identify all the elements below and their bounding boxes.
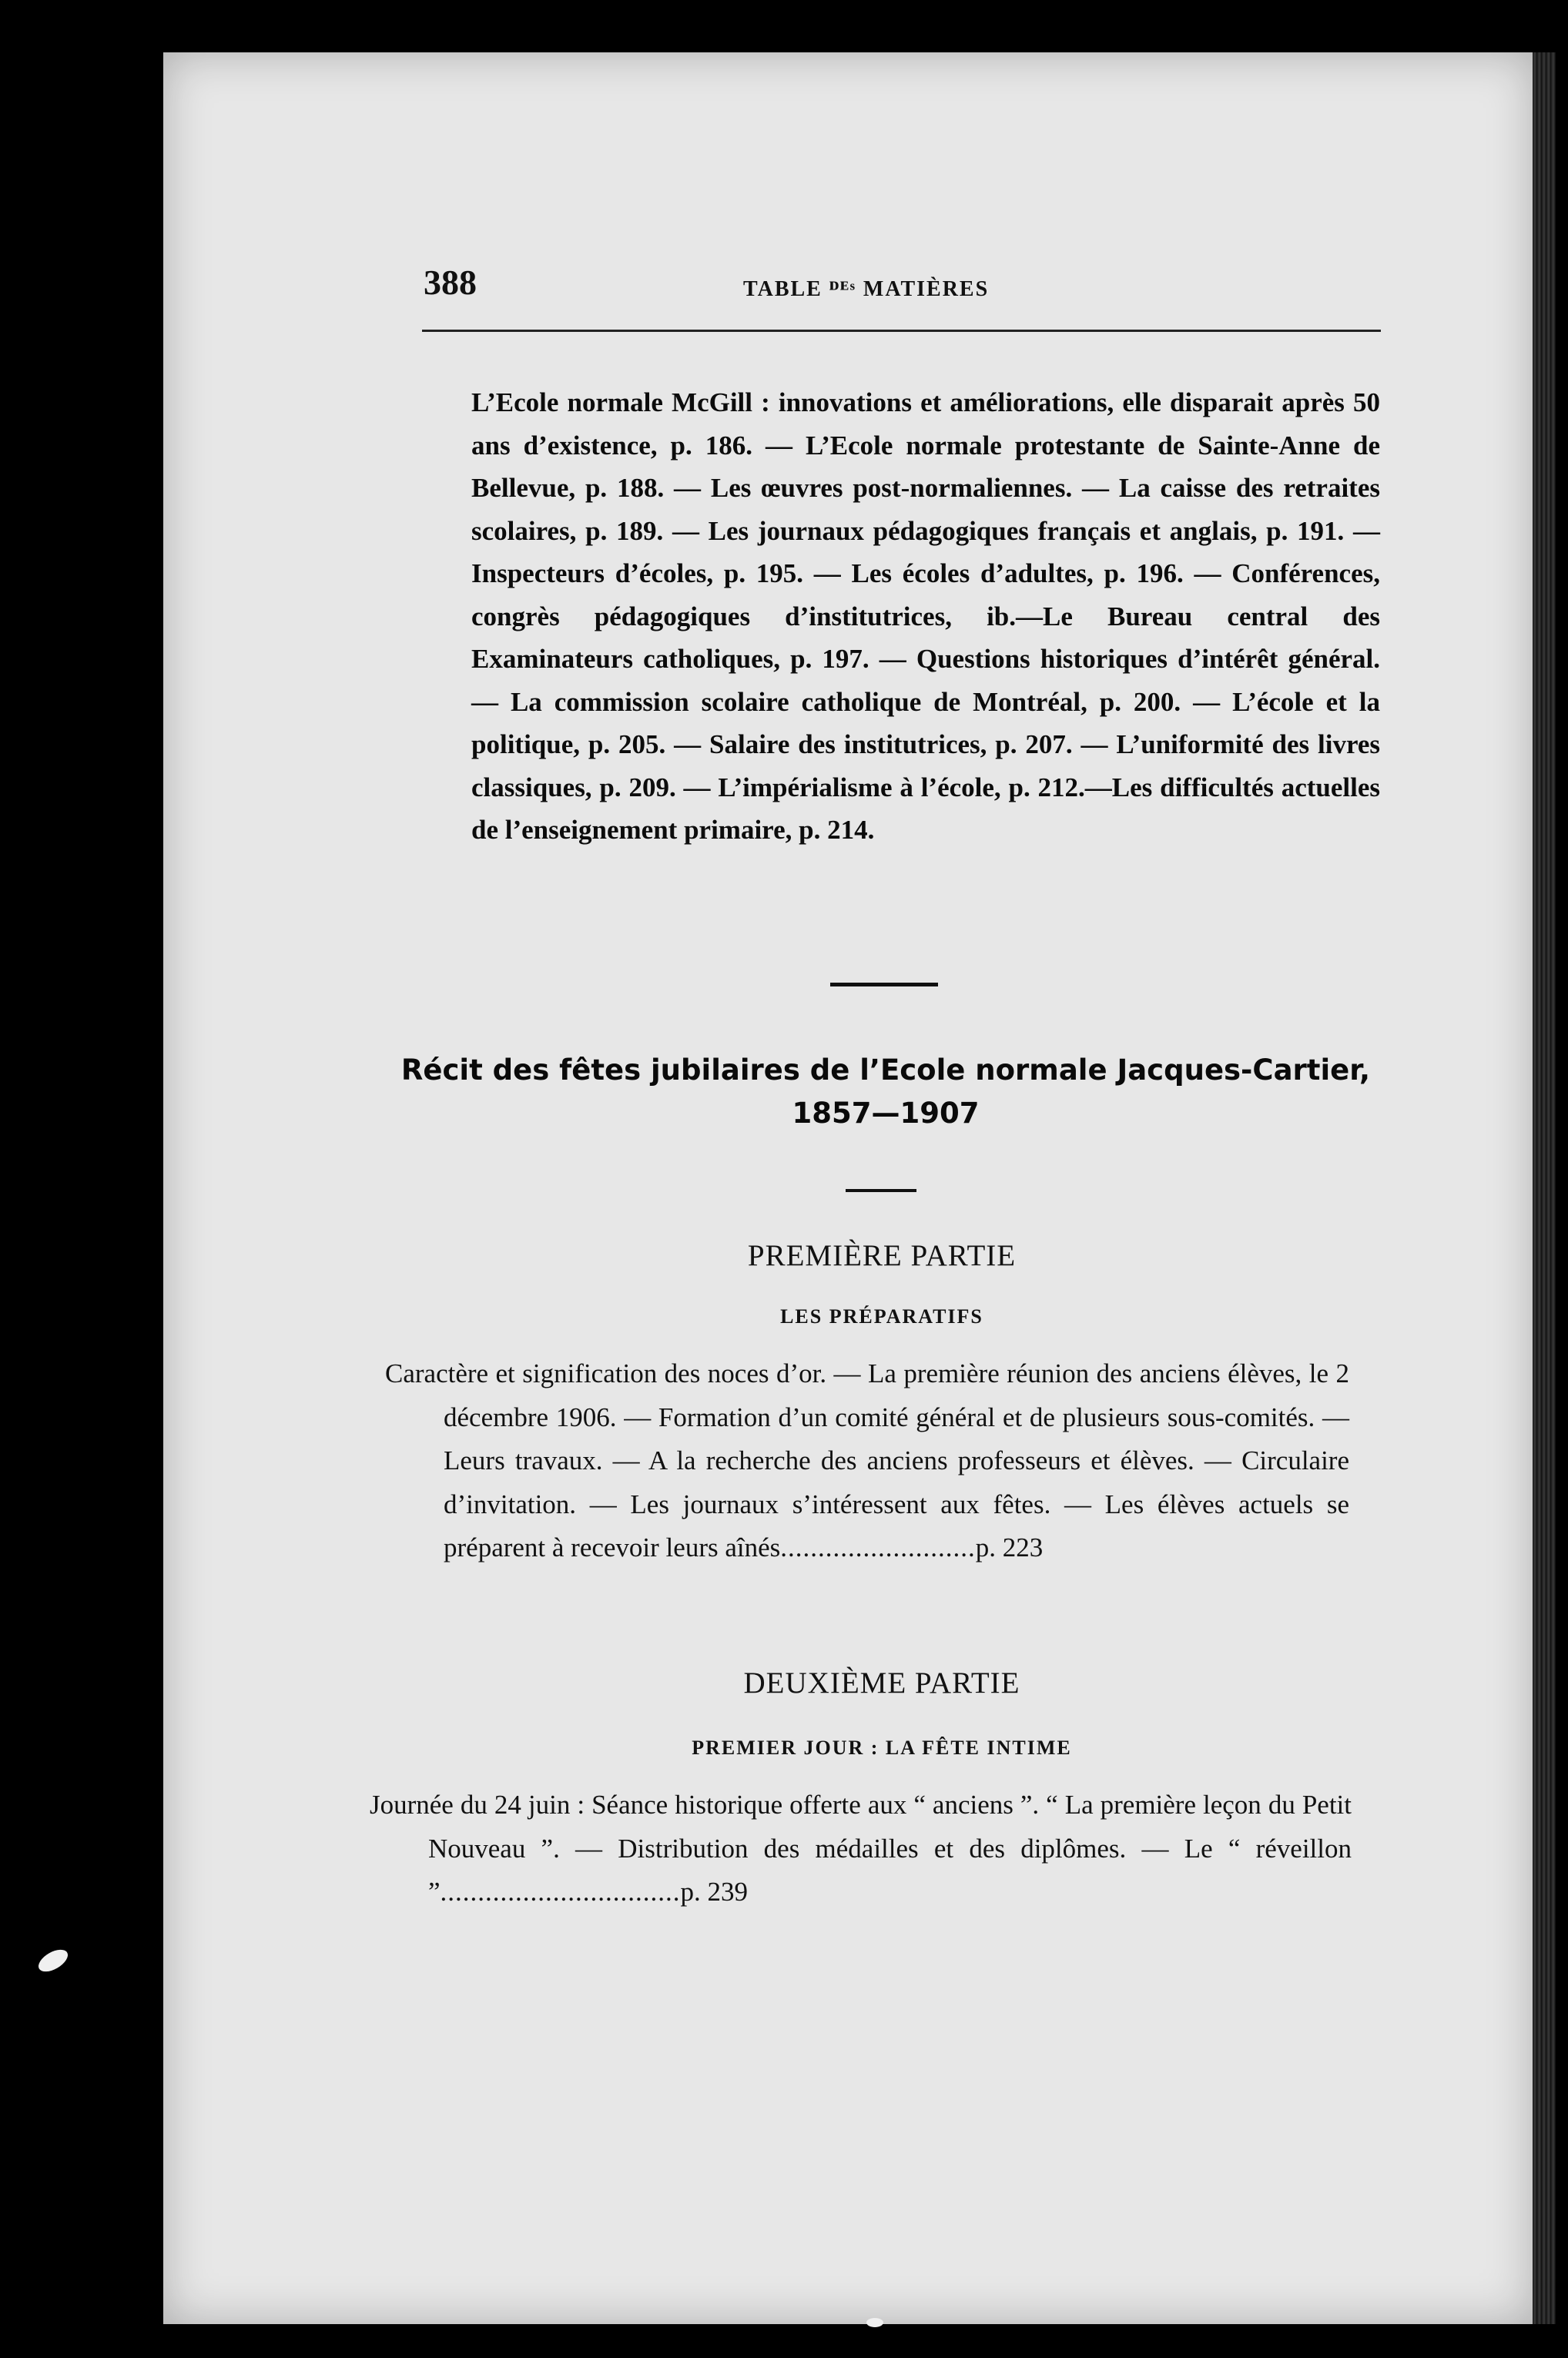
toc-entry: [370, 1784, 1352, 1914]
part-subheading: LES PRÉPARATIFS: [780, 1305, 983, 1328]
part-heading: DEUXIÈME PARTIE: [743, 1666, 1020, 1700]
toc-entry-text: Journée du 24 juin : Séance historique offerte aux “ anciens ”. “ La première leçon du Petit Nouveau ”. — Distribution des médailles et des diplômes. — Le “ réveillon ”: [370, 1790, 1352, 1907]
part-subheading: PREMIER JOUR : LA FÊTE INTIME: [692, 1737, 1072, 1759]
toc-page-ref: p. 239: [680, 1877, 749, 1907]
scan-speck: [866, 2318, 883, 2327]
section-divider: [830, 983, 938, 986]
intro-paragraph: L’Ecole normale McGill : innovations et améliorations, elle disparait après 50 ans d’existence, p. 186. — L’Ecole normale protestante de Sainte-Anne de Bellevue, p. 188. — Les œuvres post-normaliennes. — La caisse des retraites scolaires, p. 189. — Les journaux pédagogiques français et anglais, p. 191. — Inspecteurs d’écoles, p. 195. — Les écoles d’adultes, p. 196. — Conférences, congrès pédagogiques d’institutrices, ib.—Le Bureau central des Examinateurs catholiques, p. 197. — Questions historiques d’intérêt général. — La commission scolaire catholique de Montréal, p. 200. — L’école et la politique, p. 205. — Salaire des institutrices, p. 207. — L’uniformité des livres classiques, p. 209. — L’impérialisme à l’école, p. 212.—Les difficultés actuelles de l’enseignement primaire, p. 214.: [471, 387, 1380, 845]
part-heading: PREMIÈRE PARTIE: [747, 1239, 1017, 1272]
header-rule: [422, 330, 1381, 332]
toc-page-ref: p. 223: [975, 1532, 1044, 1563]
dot-leaders: ................................: [440, 1877, 681, 1907]
page-header: [424, 262, 1379, 308]
running-title: TABLE ᴰᴱˢ MATIÈRES: [743, 277, 990, 301]
section-title: Récit des fêtes jubilaires de l’Ecole normale Jacques-Cartier, 1857—1907: [400, 1053, 1371, 1130]
page-number: 388: [424, 263, 477, 302]
page-stack-edge: [1533, 52, 1556, 2324]
dot-leaders: ..........................: [780, 1532, 976, 1563]
scan-speck: [35, 1945, 71, 1976]
section-divider: [846, 1189, 916, 1192]
toc-entry-text: Caractère et signification des noces d’or. — La première réunion des anciens élèves, le 2 décembre 1906. — Formation d’un comité général et de plusieurs sous-comités. — Leurs travaux. — A la recherche des anciens professeurs et élèves. — Circulaire d’invitation. — Les journaux s’intéressent aux fêtes. — Les élèves actuels se préparent à recevoir leurs aînés: [385, 1358, 1349, 1563]
toc-entry: [385, 1352, 1349, 1570]
